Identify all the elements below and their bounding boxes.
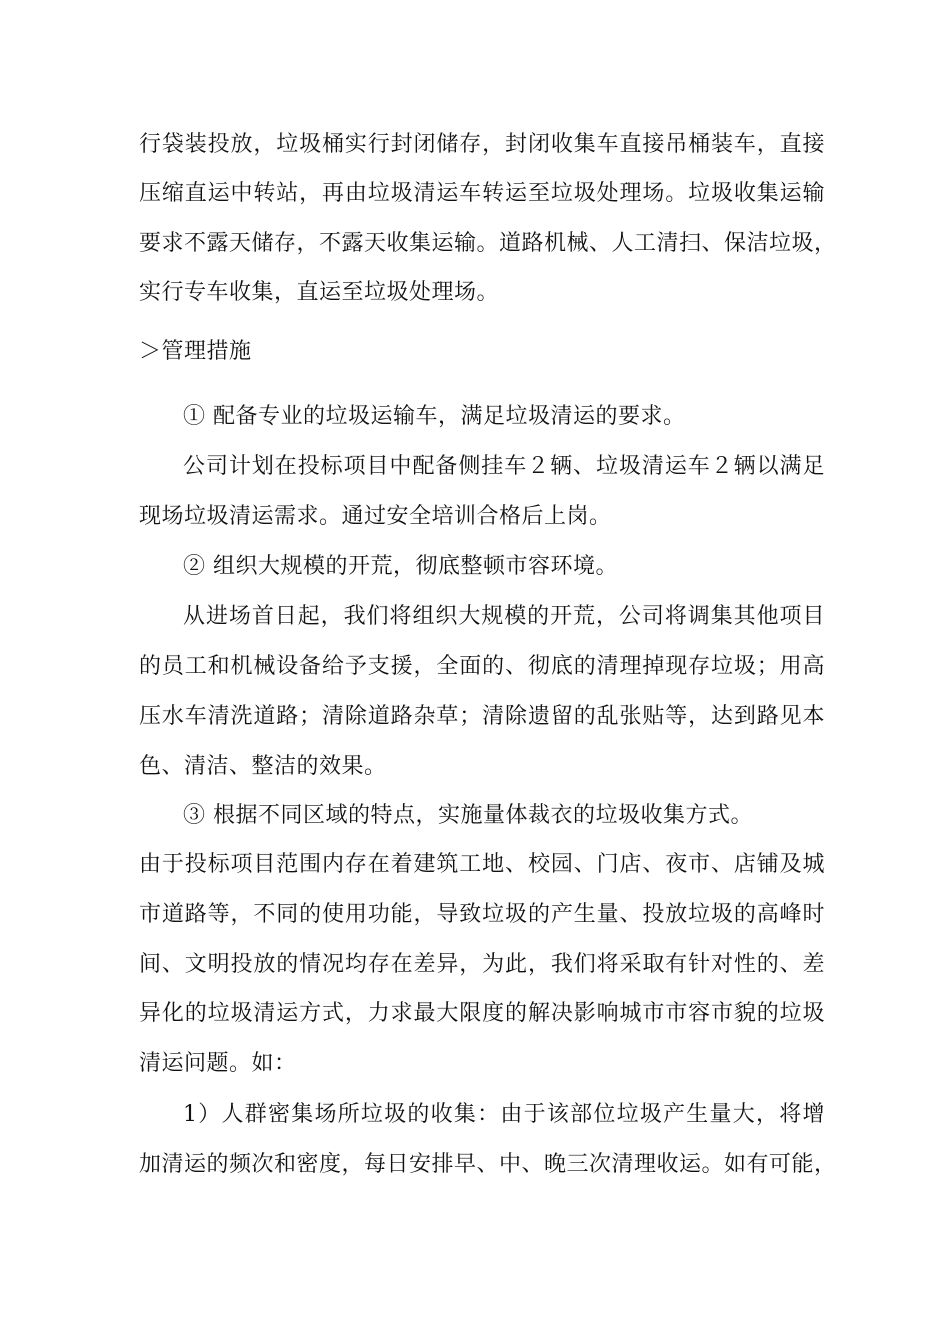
- section-heading: ＞管理措施: [139, 339, 252, 364]
- paragraph-line: 色、清洁、整洁的效果。: [139, 754, 387, 779]
- paragraph-line: 公司计划在投标项目中配备侧挂车２辆、垃圾清运车２辆以满足: [183, 454, 825, 479]
- list-item-heading: ③ 根据不同区域的特点，实施量体裁衣的垃圾收集方式。: [183, 803, 753, 828]
- paragraph-line: 行袋装投放，垃圾桶实行封闭储存，封闭收集车直接吊桶装车，直接: [139, 132, 825, 157]
- paragraph-line: 异化的垃圾清运方式，力求最大限度的解决影响城市市容市貌的垃圾: [139, 1001, 825, 1026]
- paragraph-line: 压缩直运中转站，再由垃圾清运车转运至垃圾处理场。垃圾收集运输: [139, 181, 825, 206]
- paragraph-line: 实行专车收集，直运至垃圾处理场。: [139, 280, 500, 305]
- paragraph-line: 的员工和机械设备给予支援，全面的、彻底的清理掉现存垃圾；用高: [139, 654, 825, 679]
- paragraph-line: 压水车清洗道路；清除道路杂草；清除遗留的乱张贴等，达到路见本: [139, 704, 825, 729]
- list-item-heading: ② 组织大规模的开荒，彻底整顿市容环境。: [183, 554, 618, 579]
- paragraph-line: 现场垃圾清运需求。通过安全培训合格后上岗。: [139, 504, 612, 529]
- paragraph-line: 市道路等，不同的使用功能，导致垃圾的产生量、投放垃圾的高峰时: [139, 902, 825, 927]
- paragraph-line: 从进场首日起，我们将组织大规模的开荒，公司将调集其他项目: [183, 604, 825, 629]
- paragraph-line: 加清运的频次和密度，每日安排早、中、晚三次清理收运。如有可能，: [139, 1152, 837, 1177]
- paragraph-line: 由于投标项目范围内存在着建筑工地、校园、门店、夜市、店铺及城: [139, 852, 825, 877]
- paragraph-line: 要求不露天储存，不露天收集运输。道路机械、人工清扫、保洁垃圾，: [139, 231, 837, 256]
- paragraph-line: 1）人群密集场所垃圾的收集：由于该部位垃圾产生量大，将增: [183, 1102, 825, 1127]
- paragraph-line: 清运问题。如：: [139, 1051, 297, 1076]
- list-item-heading: ① 配备专业的垃圾运输车，满足垃圾清运的要求。: [183, 404, 686, 429]
- paragraph-line: 间、文明投放的情况均存在差异，为此，我们将采取有针对性的、差: [139, 952, 825, 977]
